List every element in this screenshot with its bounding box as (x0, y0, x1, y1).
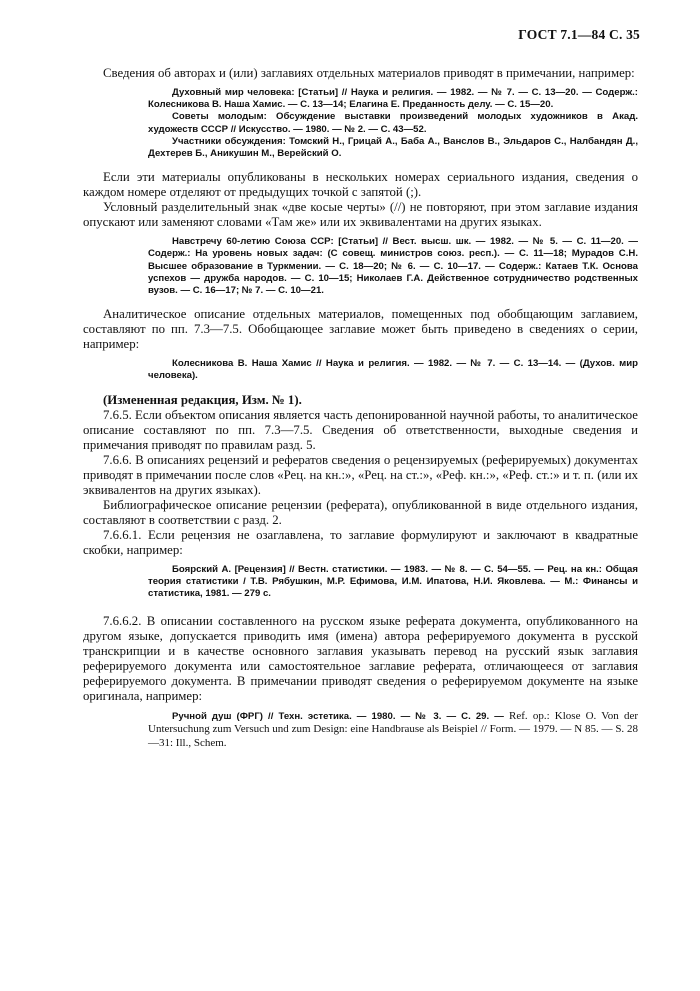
example-block-4 (148, 564, 638, 601)
example-5-plain-part: Ref. op.: Klose O. Von der Untersuchung zum Versuch und zum Design: eine Handbrause als Beispiel // Form. — 1979. — N 85. — S. 28—31: Ill., Schem. (148, 710, 639, 749)
page-header: ГОСТ 7.1—84 С. 35 (518, 27, 640, 42)
clause-7-6-6-continued: Библиографическое описание рецензии (реферата), опубликованной в виде отдельного издания, составляют в соответствии с разд. 2. (83, 497, 638, 527)
clause-7-6-6: 7.6.6. В описаниях рецензий и рефератов сведения о рецензируемых (реферируемых) документах приводят в примечании после слов «Рец. на кн.:», «Рец. на ст.:», «Реф. кн.:», «Реф. ст.:» и т. п. (или их эквивалентов на других языках). (83, 452, 638, 497)
example-1-entry-1: Духовный мир человека: [Статьи] // Наука и религия. — 1982. — № 7. — С. 13—20. — Содерж.: Колесникова В. Наша Хамис. — С. 13—14; Елагина Е. Преданность делу. — С. 15—20. (148, 87, 638, 111)
example-1-entry-2: Советы молодым: Обсуждение выставки произведений молодых художников в Акад. художеств СССР // Искусство. — 1980. — № 2. — С. 43—52. (148, 111, 638, 135)
example-4-entry: Боярский А. [Рецензия] // Вестн. статистики. — 1983. — № 8. — С. 54—55. — Рец. на кн.: Общая теория статистики / Т.В. Рябушкин, М.Р. Ефимова, И.М. Ипатова, Н.И. Яковлева. — М.: Финансы и статистика, 1981. — 279 с. (148, 563, 638, 600)
example-block-5 (148, 710, 638, 750)
example-5-entry (148, 710, 638, 750)
revision-note: (Измененная редакция, Изм. № 1). (103, 392, 302, 407)
example-block-1 (148, 87, 638, 160)
clause-7-6-6-2: 7.6.6.2. В описании составленного на русском языке реферата документа, опубликованного на другом языке, допускается приводить имя (имена) автора реферируемого документа в русской транскрипции и в качестве основного заглавия указывать перевод на русский язык заглавия реферируемого документа или самостоятельное заглавие реферата, отличающееся от заглавия реферируемого документа. В примечании приводят сведения о реферируемом документе на языке оригинала, например: (83, 614, 638, 704)
paragraph-authors-note: Сведения об авторах и (или) заглавиях отдельных материалов приводят в примечании, например: (103, 66, 635, 80)
example-block-2 (148, 236, 638, 297)
clause-7-6-6-1: 7.6.6.1. Если рецензия не озаглавлена, то заглавие формулируют и заключают в квадратные скобки, например: (83, 527, 638, 557)
example-5-bold-part: Ручной душ (ФРГ) // Техн. эстетика. — 1980. — № 3. — С. 29. — (172, 711, 504, 723)
example-block-3 (148, 358, 638, 382)
example-1-entry-3: Участники обсуждения: Томский Н., Грицай А., Баба А., Ванслов В., Эльдаров С., Налбандян Д., Дехтерев Б., Аникушин М., Верейский О. (148, 135, 638, 160)
paragraph-analytic-description: Аналитическое описание отдельных материалов, помещенных под обобщающим заглавием, составляют по пп. 7.3—7.5. Обобщающее заглавие может быть приведено в сведениях о серии, например: (83, 307, 638, 352)
paragraph-double-slash: Условный разделительный знак «две косые черты» (//) не повторяют, при этом заглавие издания опускают или заменяют словами «Там же» или их эквивалентами на других языках. (83, 200, 638, 230)
clause-7-6-5: 7.6.5. Если объектом описания является часть депонированной научной работы, то аналитическое описание составляют по пп. 7.3—7.5. Сведения об ответственности, выходные сведения и примечания приводят по правилам разд. 5. (83, 407, 638, 452)
example-2-entry: Навстречу 60-летию Союза ССР: [Статьи] // Вест. высш. шк. — 1982. — № 5. — С. 11—20. — Содерж.: На уровень новых задач: (С совещ. министров союз. респ.). — С. 11—18; Мурадов С.Н. Высшее образование в Туркмении. — С. 18—20; № 6. — С. 10—17. — Содерж.: Катаев Т.К. Основа успехов — дружба народов. — С. 10—15; Николаев Г.А. Действенное сотрудничество родственных вузов. — С. 16—17; № 7. — С. 10—21. (148, 236, 638, 297)
example-3-entry: Колесникова В. Наша Хамис // Наука и религия. — 1982. — № 7. — С. 13—14. — (Духов. мир человека). (148, 358, 638, 382)
page-content (83, 66, 638, 750)
paragraph-serial-issues: Если эти материалы опубликованы в нескольких номерах сериального издания, сведения о каждом номере отделяют от предыдущих точкой с запятой (;). (83, 170, 638, 200)
